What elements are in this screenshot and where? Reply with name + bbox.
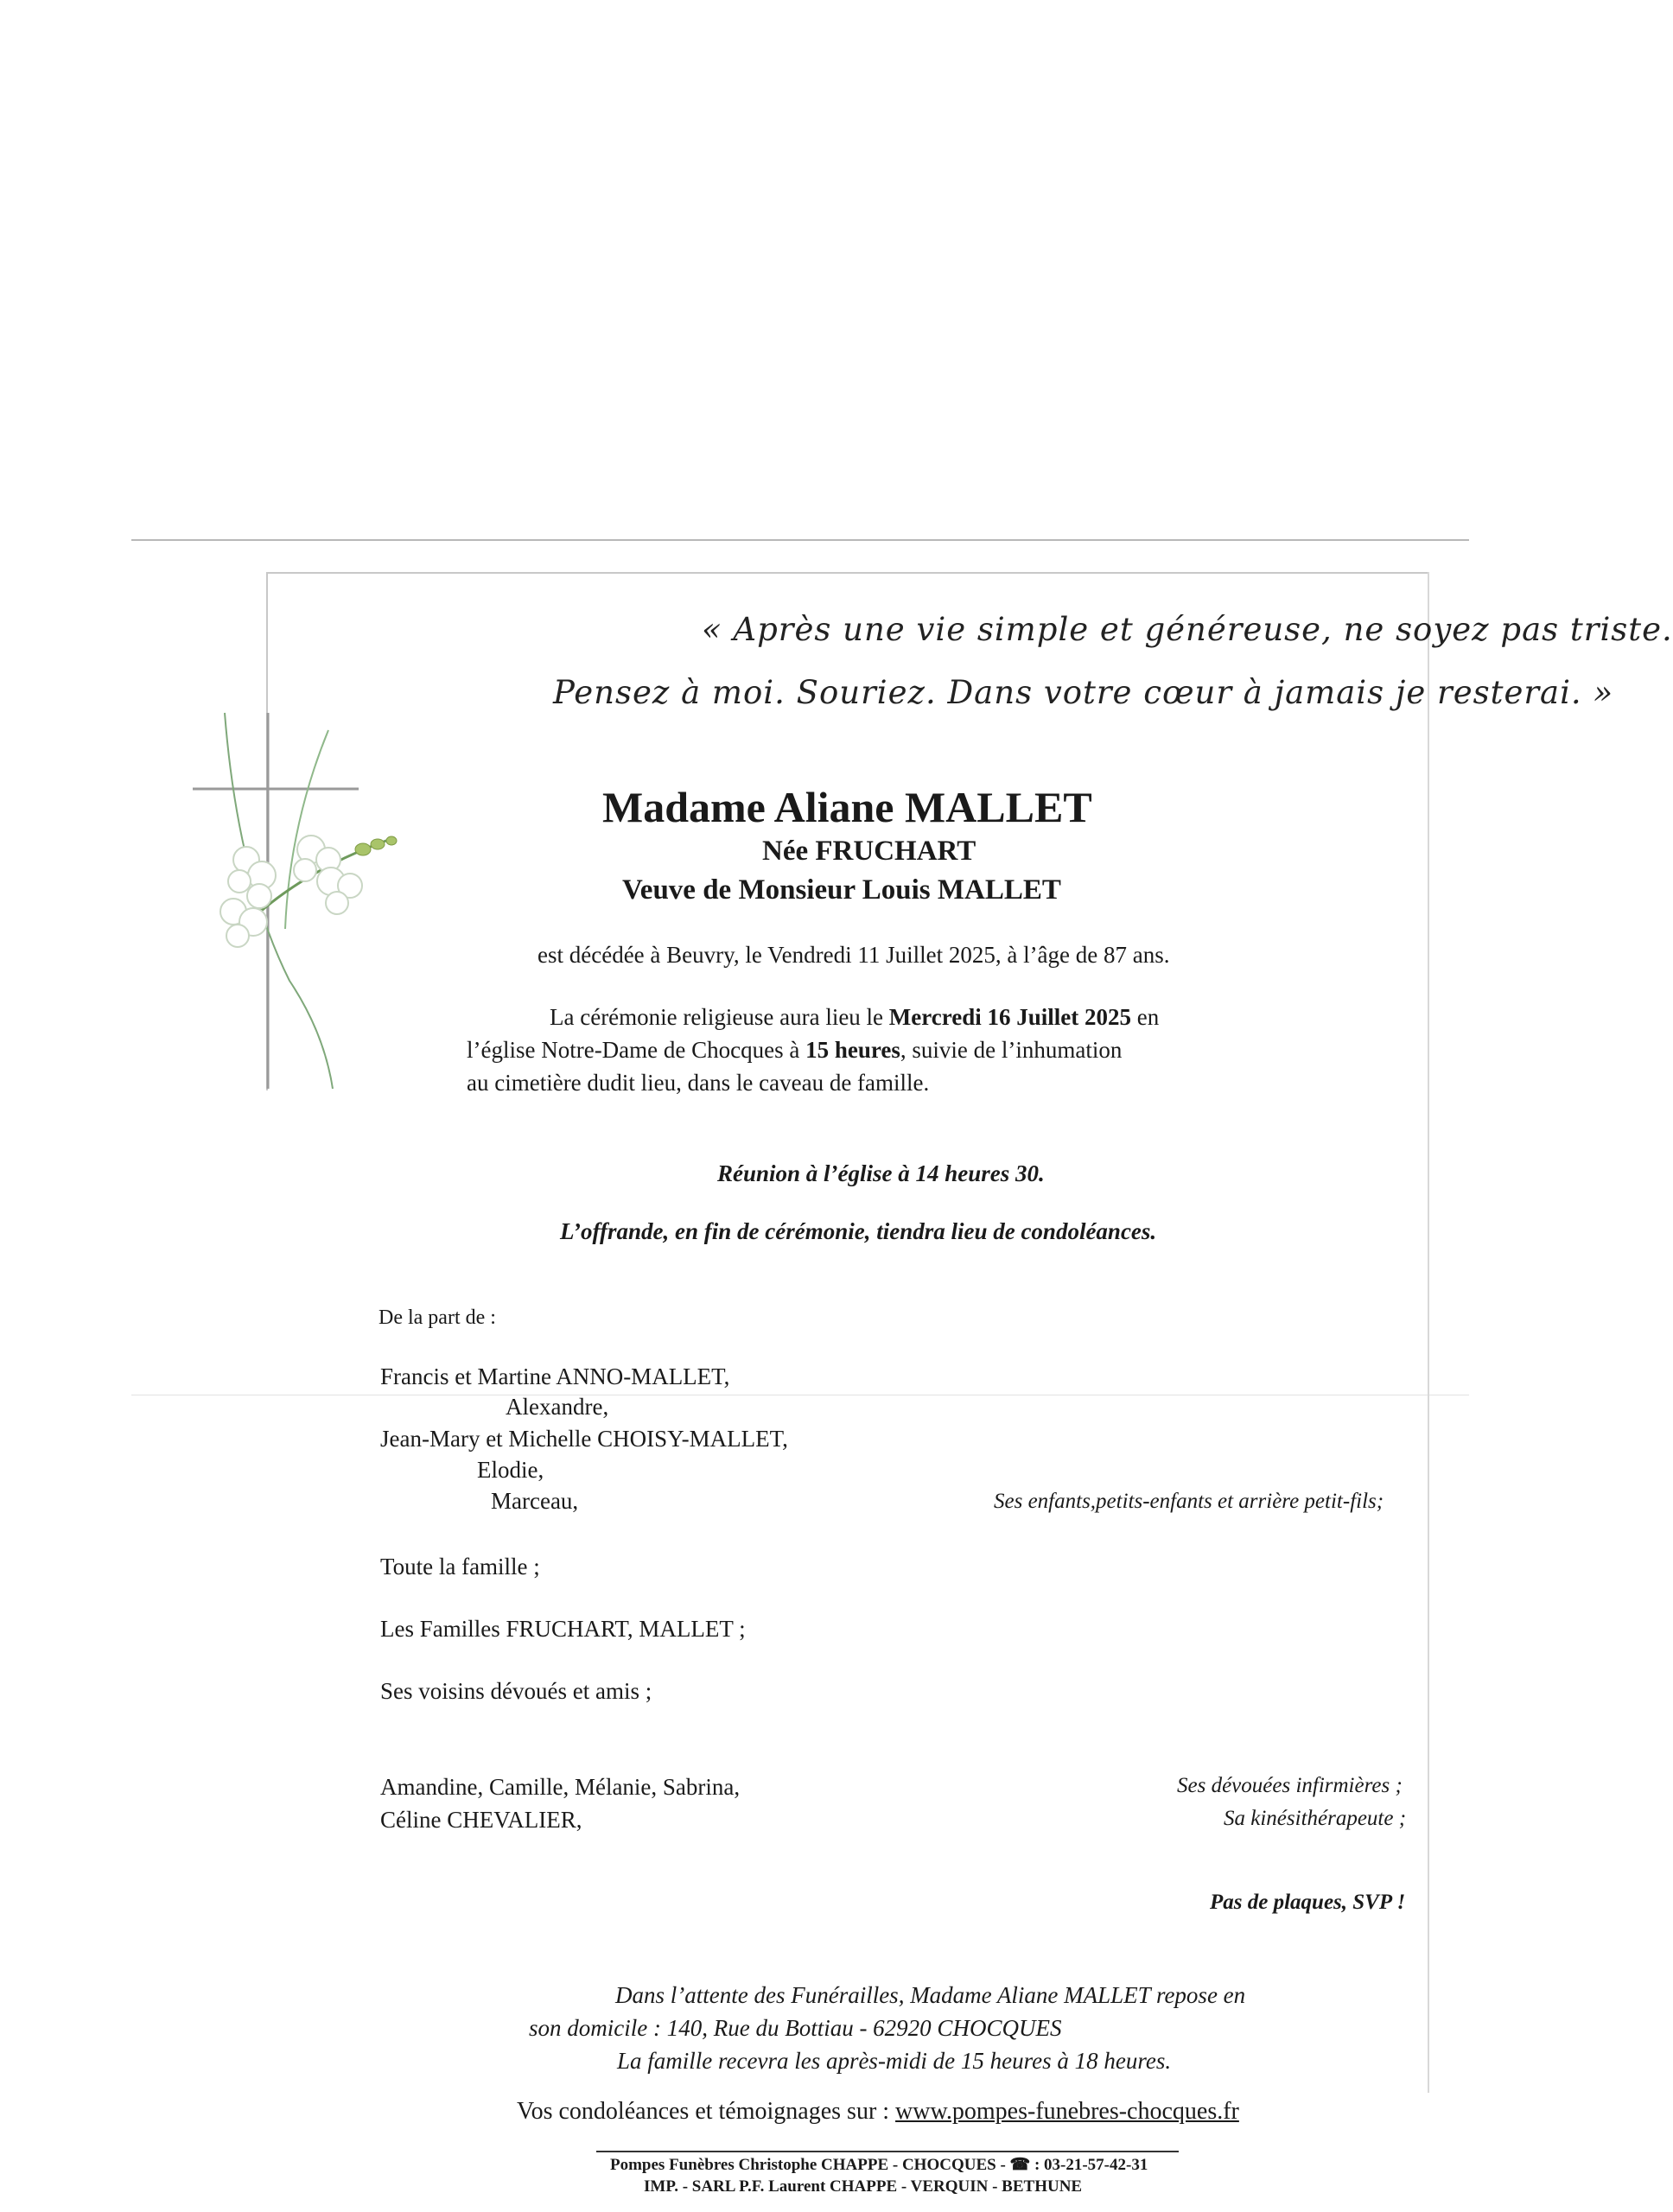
footer-line-2: IMP. - SARL P.F. Laurent CHAPPE - VERQUIN - BETHUNE: [644, 2177, 1083, 2196]
ceremony-text: La cérémonie religieuse aura lieu le: [550, 1004, 889, 1030]
condolences-text: Vos condoléances et témoignages sur :: [517, 2098, 896, 2125]
no-plaques-note: Pas de plaques, SVP !: [1210, 1891, 1406, 1914]
nurses-line-1: Amandine, Camille, Mélanie, Sabrina,: [380, 1774, 741, 1800]
whole-family: Toute la famille ;: [380, 1554, 540, 1580]
family-line: Elodie,: [477, 1457, 544, 1483]
family-line: Jean-Mary et Michelle CHOISY-MALLET,: [380, 1426, 788, 1452]
offrande-note: L’offrande, en fin de cérémonie, tiendra lieu de condoléances.: [560, 1218, 1157, 1244]
orchid-buds: [355, 836, 397, 855]
ceremony-text: l’église Notre-Dame de Chocques à: [467, 1037, 806, 1063]
birth-name: Née FRUCHART: [762, 836, 976, 867]
families: Les Familles FRUCHART, MALLET ;: [380, 1616, 746, 1642]
footer-rule: [596, 2151, 1179, 2152]
reunion-note: Réunion à l’église à 14 heures 30.: [717, 1160, 1045, 1186]
website-link[interactable]: www.pompes-funebres-chocques.fr: [895, 2098, 1239, 2125]
death-notice: est décédée à Beuvry, le Vendredi 11 Juillet 2025, à l’âge de 87 ans.: [538, 942, 1170, 968]
quote-line-2: Pensez à moi. Souriez. Dans votre cœur à jamais je resterai. »: [553, 674, 1614, 711]
quote-line-1: « Après une vie simple et généreuse, ne soyez pas triste.: [702, 611, 1673, 648]
ceremony-text: , suivie de l’inhumation: [900, 1037, 1123, 1063]
ceremony-date: Mercredi 16 Juillet 2025: [888, 1004, 1131, 1030]
nurses-line-2: Céline CHEVALIER,: [380, 1807, 582, 1833]
orchid-flower: [220, 836, 362, 947]
nurses-role-2: Sa kinésithérapeute ;: [1224, 1807, 1407, 1830]
family-line: Francis et Martine ANNO-MALLET,: [380, 1363, 730, 1389]
neighbours: Ses voisins dévoués et amis ;: [380, 1678, 652, 1704]
frame-right-border: [1428, 572, 1429, 2093]
family-relation: Ses enfants,petits-enfants et arrière petit-fils;: [994, 1490, 1384, 1513]
repose-line-2: son domicile : 140, Rue du Bottiau - 62920 CHOCQUES: [529, 2015, 1062, 2041]
cross-orchid-illustration: [186, 704, 410, 1093]
widow-of: Veuve de Monsieur Louis MALLET: [622, 874, 1061, 906]
page-top-rule: [131, 539, 1469, 541]
nurses-role-1: Ses dévouées infirmières ;: [1177, 1774, 1403, 1797]
repose-line-1: Dans l’attente des Funérailles, Madame Aliane MALLET repose en: [615, 1982, 1246, 2008]
ceremony-line-2: [467, 1037, 1122, 1064]
family-line: Marceau,: [491, 1488, 579, 1514]
frame-top-border: [266, 572, 1428, 574]
footer-line-1: Pompes Funèbres Christophe CHAPPE - CHOCQUES - ☎ : 03-21-57-42-31: [610, 2156, 1148, 2174]
deceased-name: Madame Aliane MALLET: [602, 783, 1092, 831]
ceremony-text: en: [1131, 1004, 1160, 1030]
condolences-line: [517, 2098, 1239, 2126]
repose-line-3: La famille recevra les après-midi de 15 heures à 18 heures.: [617, 2048, 1172, 2074]
grass-blade: [285, 730, 328, 929]
from-label: De la part de :: [378, 1306, 496, 1329]
ceremony-line-3: au cimetière dudit lieu, dans le caveau de famille.: [467, 1070, 930, 1096]
ceremony-time: 15 heures: [805, 1037, 900, 1063]
ceremony-line-1: [550, 1004, 1159, 1031]
family-line: Alexandre,: [506, 1394, 609, 1420]
